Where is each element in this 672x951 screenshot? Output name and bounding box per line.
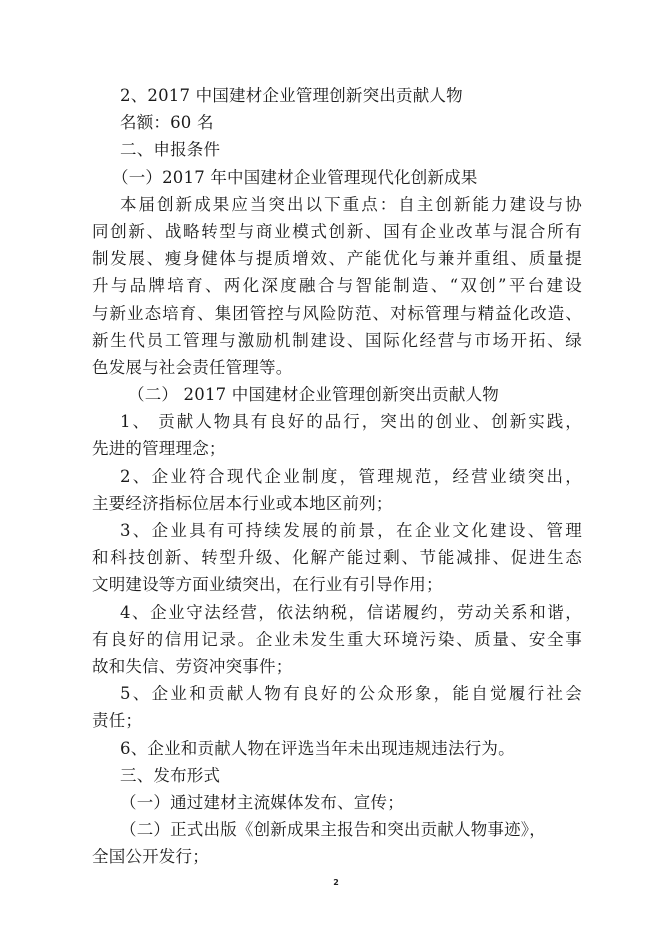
text-line: 同创新、战略转型与商业模式创新、国有企业改革与混合所有 (92, 221, 582, 241)
text-line: 制发展、瘦身健体与提质增效、产能优化与兼并重组、质量提 (92, 249, 582, 269)
subsection-heading: （二）正式出版《创新成果主报告和突出贡献人物事迹》， (120, 820, 546, 840)
section-heading: 三、发布形式 (120, 765, 221, 785)
text-line: 故和失信、劳资冲突事件； (92, 656, 293, 676)
text-line: 全国公开发行； (92, 847, 209, 867)
text-line: 和科技创新、转型升级、化解产能过剩、节能减排、促进生态 (92, 548, 582, 568)
text-line: 有良好的信用记录。企业未发生重大环境污染、质量、安全事 (92, 629, 582, 649)
text-line: 与新业态培育、集团管控与风险防范、对标管理与精益化改造、 (92, 303, 582, 323)
section-heading: 二、申报条件 (120, 140, 221, 160)
list-item: 5、企业和贡献人物有良好的公众形象，能自觉履行社会 (120, 684, 582, 704)
list-item: 1、 贡献人物具有良好的品行，突出的创业、创新实践， (120, 412, 582, 432)
document-body (92, 82, 582, 870)
text-line: 升与品牌培育、两化深度融合与智能制造、“双创”平台建设 (92, 276, 582, 296)
text-line: 名额：60 名 (120, 113, 214, 133)
subsection-heading: （二） 2017 中国建材企业管理创新突出贡献人物 (128, 385, 499, 405)
subsection-heading: （一）2017 年中国建材企业管理现代化创新成果 (112, 167, 478, 187)
list-item: 2、企业符合现代企业制度，管理规范，经营业绩突出， (120, 466, 582, 486)
list-item: 6、企业和贡献人物在评选当年未出现违规违法行为。 (120, 738, 515, 758)
text-line: 色发展与社会责任管理等。 (92, 357, 293, 377)
text-line: 新生代员工管理与激励机制建设、国际化经营与市场开拓、绿 (92, 330, 582, 350)
text-line: 先进的管理理念； (92, 439, 226, 459)
page-number: 2 (333, 878, 339, 887)
text-line: 2、2017 中国建材企业管理创新突出贡献人物 (120, 86, 463, 105)
list-item: 3、企业具有可持续发展的前景，在企业文化建设、管理 (120, 521, 582, 540)
text-line: 文明建设等方面业绩突出，在行业有引导作用； (92, 575, 443, 595)
subsection-heading: （一）通过建材主流媒体发布、宣传； (120, 792, 404, 812)
list-item: 4、企业守法经营，依法纳税，信诺履约，劳动关系和谐， (120, 602, 582, 622)
text-line: 本届创新成果应当突出以下重点：自主创新能力建设与协 (120, 194, 582, 214)
text-line: 责任； (92, 711, 143, 731)
text-line: 主要经济指标位居本行业或本地区前列； (92, 493, 393, 513)
